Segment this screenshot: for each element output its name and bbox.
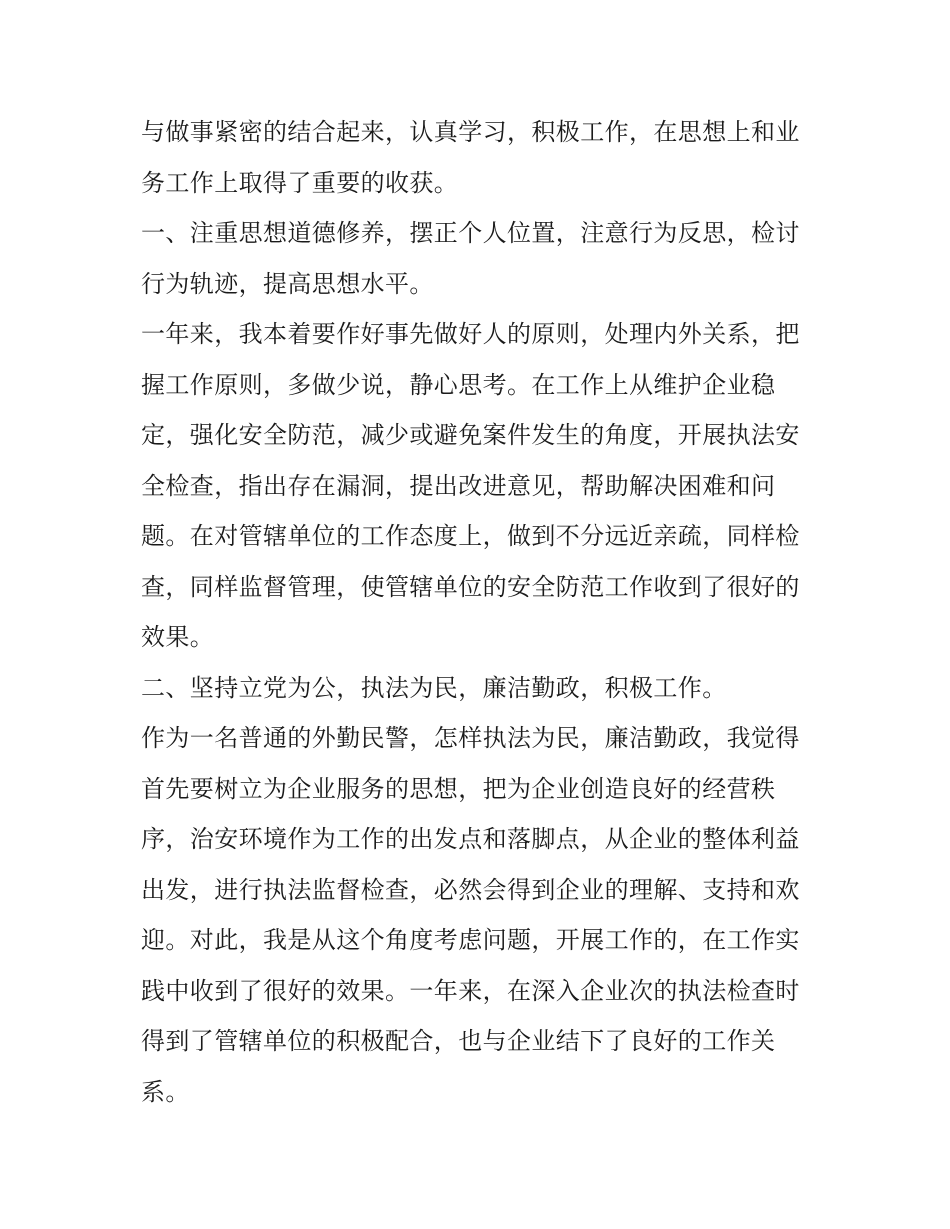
text-line: 握工作原则，多做少说，静心思考。在工作上从维护企业稳 [141, 370, 776, 399]
text-line: 践中收到了很好的效果。一年来，在深入企业次的执法检查时 [141, 976, 800, 1005]
text-line: 首先要树立为企业服务的思想，把为企业创造良好的经营秩 [141, 774, 776, 803]
text-line: 系。 [141, 1077, 190, 1106]
section-heading-line: 一、注重思想道德修养，摆正个人位置，注意行为反思，检讨 [141, 219, 800, 247]
text-line: 查，同样监督管理，使管辖单位的安全防范工作收到了很好的 [141, 572, 800, 601]
text-line: 出发，进行执法监督检查，必然会得到企业的理解、支持和欢 [141, 875, 800, 904]
document-body [141, 107, 821, 1117]
text-line: 得到了管辖单位的积极配合，也与企业结下了良好的工作关 [141, 1027, 776, 1055]
text-line: 定，强化安全防范，减少或避免案件发生的角度，开展执法安 [141, 421, 800, 449]
text-line: 作为一名普通的外勤民警，怎样执法为民，廉洁勤政，我觉得 [141, 724, 800, 752]
text-line: 全检查，指出存在漏洞，提出改进意见，帮助解决困难和问 [141, 471, 776, 500]
text-line: 题。在对管辖单位的工作态度上，做到不分远近亲疏，同样检 [141, 522, 800, 550]
text-line: 一年来，我本着要作好事先做好人的原则，处理内外关系，把 [141, 320, 800, 348]
text-line: 序，治安环境作为工作的出发点和落脚点，从企业的整体利益 [141, 825, 800, 853]
text-line: 务工作上取得了重要的收获。 [141, 168, 459, 197]
section-heading-line: 行为轨迹，提高思想水平。 [141, 269, 434, 298]
section-heading-line: 二、坚持立党为公，执法为民，廉洁勤政，积极工作。 [141, 673, 727, 702]
text-line: 迎。对此，我是从这个角度考虑问题，开展工作的，在工作实 [141, 926, 800, 954]
text-line: 与做事紧密的结合起来，认真学习，积极工作，在思想上和业 [141, 118, 800, 146]
text-line: 效果。 [141, 623, 215, 651]
